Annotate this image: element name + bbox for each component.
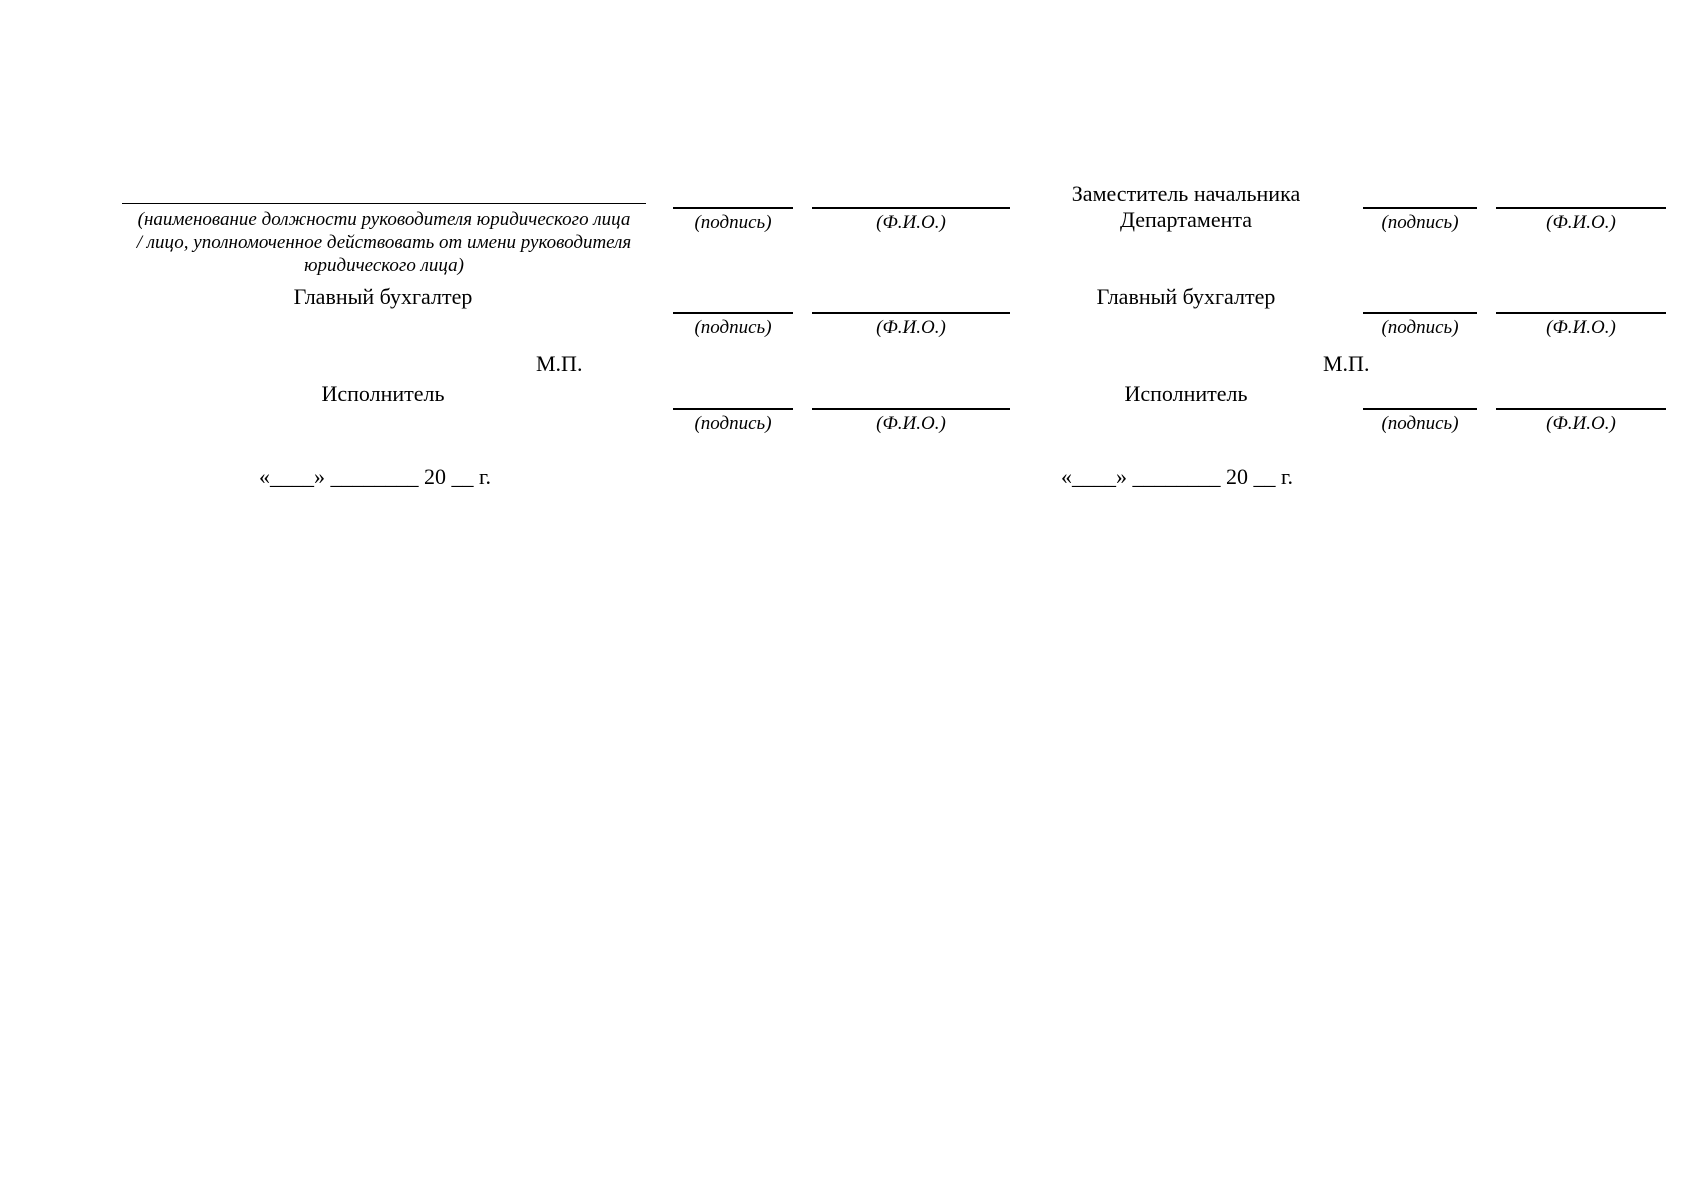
right-deputy-title-line-1: Заместитель начальника: [1071, 181, 1301, 206]
left-accountant-name-caption: (Ф.И.О.): [876, 317, 946, 338]
right-chief-accountant-label: Главный бухгалтер: [1096, 284, 1276, 309]
position-caption-line-2: / лицо, уполномоченное действовать от имени руководителя: [136, 232, 632, 253]
right-accountant-signature-line: [1363, 312, 1477, 314]
right-deputy-title-line-2: Департамента: [1119, 207, 1253, 232]
right-accountant-name-line: [1496, 312, 1666, 314]
left-accountant-name-line: [812, 312, 1010, 314]
position-title-line: [122, 203, 646, 204]
left-head-signature-caption: (подпись): [694, 212, 772, 233]
right-seal-label: М.П.: [1323, 351, 1370, 376]
right-executor-signature-line: [1363, 408, 1477, 410]
position-caption-line-1: (наименование должности руководителя юридического лица: [137, 209, 631, 230]
left-accountant-signature-caption: (подпись): [694, 317, 772, 338]
left-executor-signature-line: [673, 408, 793, 410]
left-executor-name-line: [812, 408, 1010, 410]
left-accountant-signature-line: [673, 312, 793, 314]
right-executor-name-caption: (Ф.И.О.): [1546, 413, 1616, 434]
right-accountant-signature-caption: (подпись): [1381, 317, 1459, 338]
position-caption-line-3: юридического лица): [304, 255, 464, 276]
left-head-name-caption: (Ф.И.О.): [876, 212, 946, 233]
position-title-caption: [112, 208, 656, 277]
right-date-line: «____» ________ 20 __ г.: [1061, 464, 1294, 489]
left-head-signature-line: [673, 207, 793, 209]
left-date-line: «____» ________ 20 __ г.: [259, 464, 492, 489]
left-executor-name-caption: (Ф.И.О.): [876, 413, 946, 434]
right-deputy-name-line: [1496, 207, 1666, 209]
right-deputy-signature-caption: (подпись): [1381, 212, 1459, 233]
right-executor-signature-caption: (подпись): [1381, 413, 1459, 434]
left-head-name-line: [812, 207, 1010, 209]
right-deputy-signature-line: [1363, 207, 1477, 209]
left-executor-signature-caption: (подпись): [694, 413, 772, 434]
right-deputy-name-caption: (Ф.И.О.): [1546, 212, 1616, 233]
right-executor-label: Исполнитель: [1124, 381, 1248, 406]
left-seal-label: М.П.: [536, 351, 583, 376]
left-executor-label: Исполнитель: [321, 381, 445, 406]
right-executor-name-line: [1496, 408, 1666, 410]
right-accountant-name-caption: (Ф.И.О.): [1546, 317, 1616, 338]
left-chief-accountant-label: Главный бухгалтер: [293, 284, 473, 309]
